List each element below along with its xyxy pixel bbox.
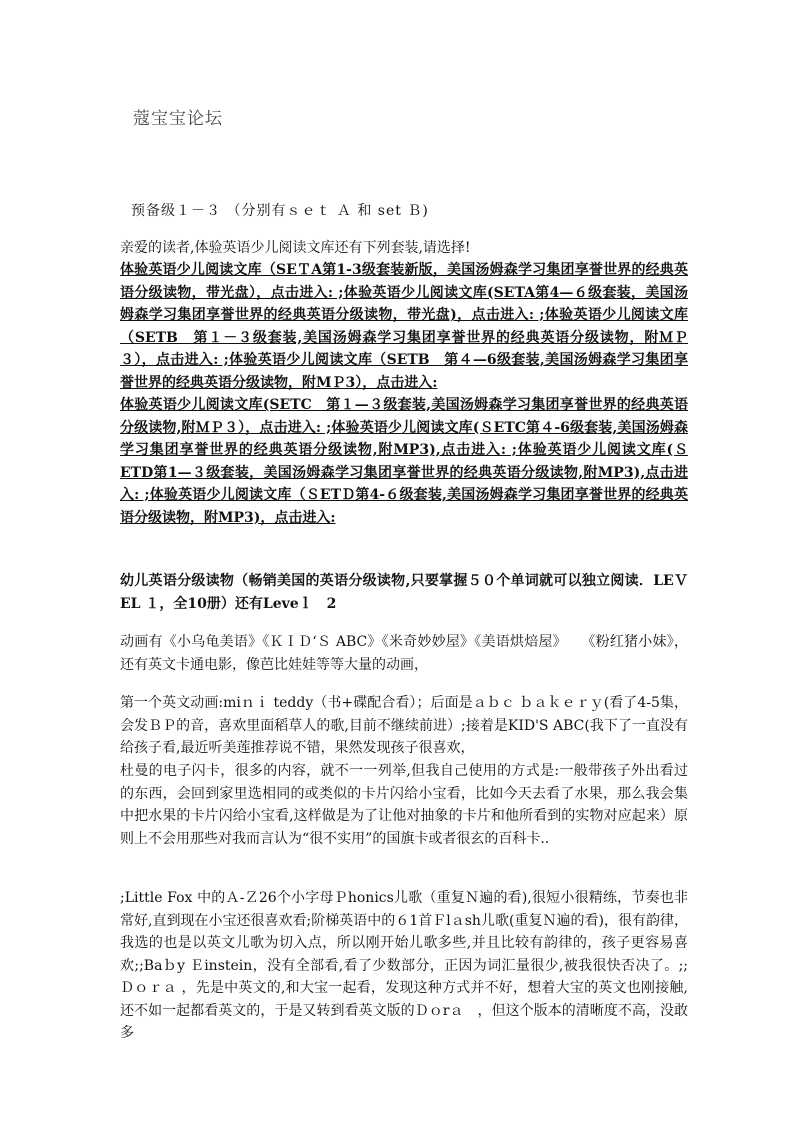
forum-name: 蔻宝宝论坛 (133, 109, 223, 129)
paragraph-phonics: ;Little Fox 中的Ａ-Ｚ26个小字母Ｐhonics儿歌（重复Ｎ遍的看),很短小很精练，节奏也非常好,直到现在小宝还很喜欢看;阶梯英语中的６1首Ｆlａsh儿歌(重复Ｎ遍的看)，很有韵律，我选的也是以英文儿歌为切入点，所以刚开始儿歌多些,并且比较有韵律的，孩子更容易喜欢;;Baｂy Ｅinstein，没有全部看,看了少数部分，正因为词汇量很少,被我很快否决了。;;Ｄｏｒａ ，先是中英文的,和大宝一起看，发现这种方式并不好，想着大宝的英文也刚接触,还不如一起都看英文的，于是又转到看英文版的Ｄｏrａ ，但这个版本的清晰度不高，没敢多 (120, 890, 688, 1041)
intro-text: 亲爱的读者,体验英语少儿阅读文库还有下列套装,请选择! (120, 240, 471, 256)
links-block-1[interactable]: 体验英语少儿阅读文库（SEＴA第1-3级套装新版，美国汤姆森学习集团享誉世界的经典英语分级读物，带光盘），点击进入: ;体验英语少儿阅读文库(SETA第4—６级套装，美国汤姆森学习集团享誉世界的经典英语分级读物，带光盘)，点击进入: ;体验英语少儿阅读文库（SETB 第１－３级套装,美国汤姆森学习集团享誉世界的经典英语分级读物，附ＭＰ３），点击进入: ;体验英语少儿阅读文库（SETB 第４—6级套装,美国汤姆森学习集团享誉世界的经典英语分级读物，附MＰ3），点击进入: (120, 262, 688, 391)
paragraph-flash-cards: 杜曼的电子闪卡，很多的内容，就不一一列举,但我自己使用的方式是:一般带孩子外出看过的东西，会回到家里选相同的或类似的卡片闪给小宝看，比如今天去看了水果，那么我会集中把水果的卡片闪给小宝看,这样做是为了让他对抽象的卡片和他所看到的实物对应起来）原则上不会用那些对我而言认为“很不实用”的国旗卡或者很玄的百科卡.. (120, 763, 688, 847)
links-section[interactable] (120, 259, 688, 529)
series-line: 预备级１－３ （分别有ｓｅｔ Ａ 和 set Ｂ) (131, 203, 429, 219)
section-heading: 幼儿英语分级读物（畅销美国的英语分级读物,只要掌握５０个单词就可以独立阅读．LEＶEL １，全10册）还有Leveｌ 2 (120, 573, 688, 612)
links-block-2[interactable]: 体验英语少儿阅读文库(SETC 第１—３级套装,美国汤姆森学习集团享誉世界的经典英语分级读物,附ＭＰ３），点击进入: ;体验英语少儿阅读文库(ＳETC第４-6级套装,美国汤姆森学习集团享誉世界的经典英语分级读物,附MP3),点击进入: ;体验英语少儿阅读文库(ＳETD第1—３级套装，美国汤姆森学习集团享誉世界的经典英语分级读物,附MP3),点击进入: ;体验英语少儿阅读文库（ＳETＤ第4-６级套装,美国汤姆森学习集团享誉世界的经典英语分级读物，附MP3)，点击进入: (120, 397, 688, 526)
paragraph-first-animation: 第一个英文动画:miｎｉ teddy（书+碟配合看）；后面是ａｂｃ ｂａｋｅｒｙ(看了4-5集，会发ＢＰ的音，喜欢里面稻草人的歌,目前不继续前进）;接着是KID'S ABC(我下了一直没有给孩子看,最近听美莲推荐说不错，果然发现孩子很喜欢， (120, 695, 688, 756)
paragraph-animations: 动画有《小乌龟美语》《ＫＩＤ‘Ｓ ABC》《米奇妙妙屋》《美语烘焙屋》 《粉红猪小妹》，还有英文卡通电影，像芭比娃娃等等大量的动画， (120, 634, 688, 673)
